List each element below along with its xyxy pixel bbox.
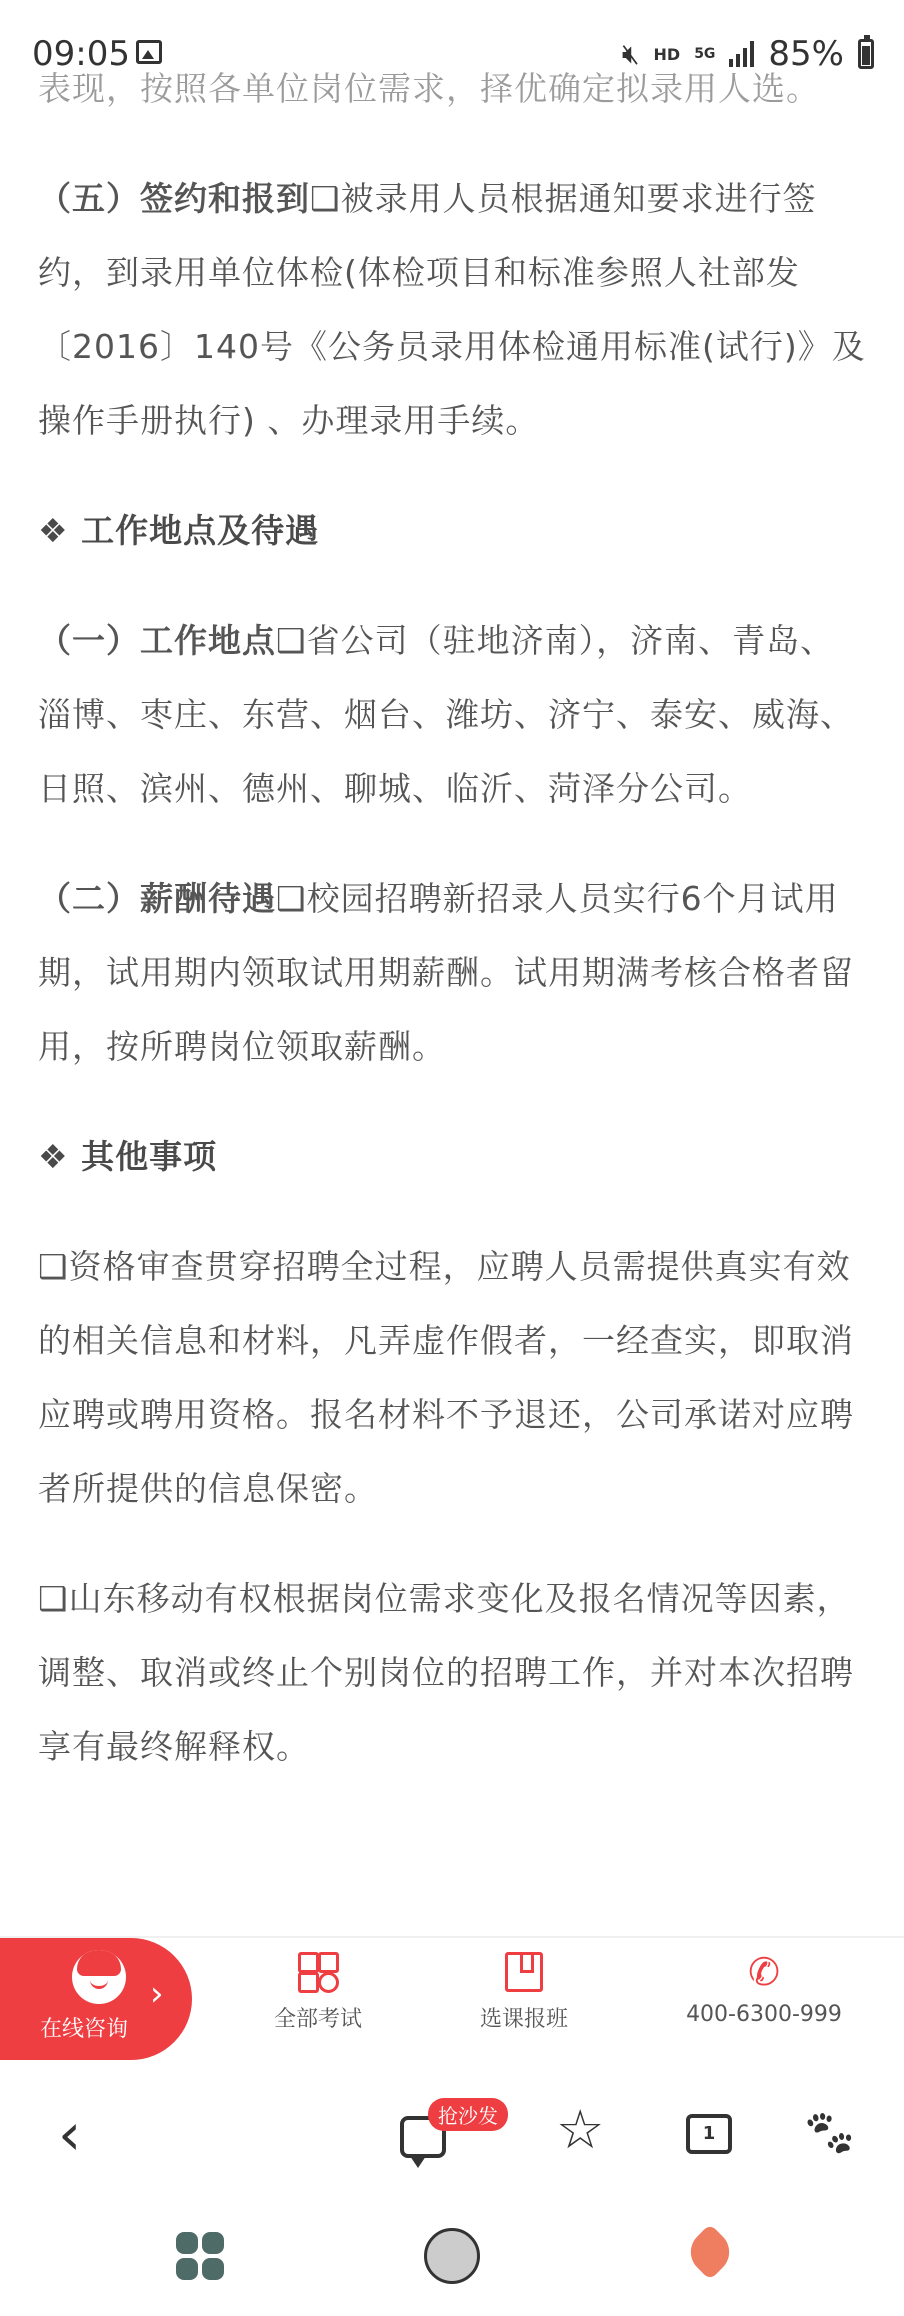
all-exams-label: 全部考试 xyxy=(273,2007,362,2032)
reading-list-icon[interactable]: 1 xyxy=(686,2114,732,2154)
checkbox-glyph-icon: ❑ xyxy=(38,1579,69,1618)
service-toolbar xyxy=(0,1936,904,2082)
location-label: （一）工作地点 xyxy=(38,621,276,660)
network-5g-indicator: 5G xyxy=(694,46,716,62)
phone-hotline-label: 400-6300-999 xyxy=(686,2002,842,2027)
location-paragraph xyxy=(38,604,868,826)
salary-label: （二）薪酬待遇 xyxy=(38,879,276,918)
chevron-right-icon: › xyxy=(150,1974,164,2014)
bookmark-book-icon xyxy=(505,1952,543,1992)
course-signup-label: 选课报班 xyxy=(479,2007,568,2032)
consultant-avatar-icon xyxy=(72,1950,126,2004)
section-title-other: ❖ 其他事项 xyxy=(38,1137,218,1176)
other-paragraph-2: ❑山东移动有权根据岗位需求变化及报名情况等因素，调整、取消或终止个别岗位的招聘工作，并对本次招聘享有最终解释权。 xyxy=(38,1579,854,1766)
online-consult-button[interactable] xyxy=(0,1938,192,2060)
phone-icon: ✆ xyxy=(748,1950,780,1994)
step5-label: （五）签约和报到 xyxy=(38,179,310,218)
checkbox-glyph-icon: ❑ xyxy=(38,1247,69,1286)
battery-icon xyxy=(858,39,874,69)
checkbox-glyph-icon: ❑ xyxy=(310,179,341,218)
app-drawer-icon[interactable] xyxy=(176,2232,226,2282)
section-title-location: ❖ 工作地点及待遇 xyxy=(38,511,320,550)
home-button[interactable] xyxy=(424,2228,480,2284)
diamond-bullet-icon: ❖ xyxy=(38,1137,69,1176)
star-favorite-icon[interactable]: ☆ xyxy=(556,2098,605,2161)
status-indicators xyxy=(622,34,874,74)
phone-hotline-button[interactable] xyxy=(684,1952,844,2027)
back-arrow-icon[interactable]: ‹ xyxy=(58,2100,82,2168)
back-gesture-icon[interactable] xyxy=(680,2226,736,2282)
mute-icon: 🔇︎ xyxy=(621,37,640,70)
article-body xyxy=(38,52,868,1784)
step5-text: 被录用人员根据通知要求进行签约，到录用单位体检(体检项目和标准参照人社部发〔2016〕140号《公务员录用体检通用标准(试行)》及操作手册执行) 、办理录用手续。 xyxy=(38,179,866,440)
image-icon xyxy=(136,40,162,64)
other-paragraph-1: ❑资格审查贯穿招聘全过程，应聘人员需提供真实有效的相关信息和材料，凡弄虚作假者，一经查实，即取消应聘或聘用资格。报名材料不予退还，公司承诺对应聘者所提供的信息保密。 xyxy=(38,1247,854,1508)
grid-search-icon xyxy=(298,1952,338,1992)
location-text: 省公司（驻地济南），济南、青岛、淄博、枣庄、东营、烟台、潍坊、济宁、泰安、威海、日照、滨州、德州、聊城、临沂、菏泽分公司。 xyxy=(38,621,854,808)
all-exams-button[interactable] xyxy=(268,1952,368,2033)
salary-paragraph xyxy=(38,862,868,1084)
intro-tail-paragraph: 表现，按照各单位岗位需求，择优确定拟录用人选。 xyxy=(38,69,820,108)
checkbox-glyph-icon: ❑ xyxy=(276,621,307,660)
signal-icon xyxy=(729,41,754,67)
status-bar xyxy=(0,0,904,110)
system-nav-bar xyxy=(0,2190,904,2316)
browser-bar xyxy=(0,2080,904,2190)
comment-badge[interactable]: 抢沙发 xyxy=(428,2098,508,2131)
salary-text: 校园招聘新招录人员实行6个月试用期，试用期内领取试用期薪酬。试用期满考核合格者留用，按所聘岗位领取薪酬。 xyxy=(38,879,854,1066)
online-consult-label: 在线咨询 xyxy=(40,2017,129,2042)
battery-percent: 85% xyxy=(768,34,844,74)
diamond-bullet-icon: ❖ xyxy=(38,511,69,550)
status-time: 09:05 xyxy=(32,34,130,74)
checkbox-glyph-icon: ❑ xyxy=(276,879,307,918)
hd-indicator: HD xyxy=(653,44,681,64)
step5-paragraph xyxy=(38,162,868,458)
baidu-paw-icon[interactable]: 🐾︎ xyxy=(800,2106,859,2160)
course-signup-button[interactable] xyxy=(474,1952,574,2033)
